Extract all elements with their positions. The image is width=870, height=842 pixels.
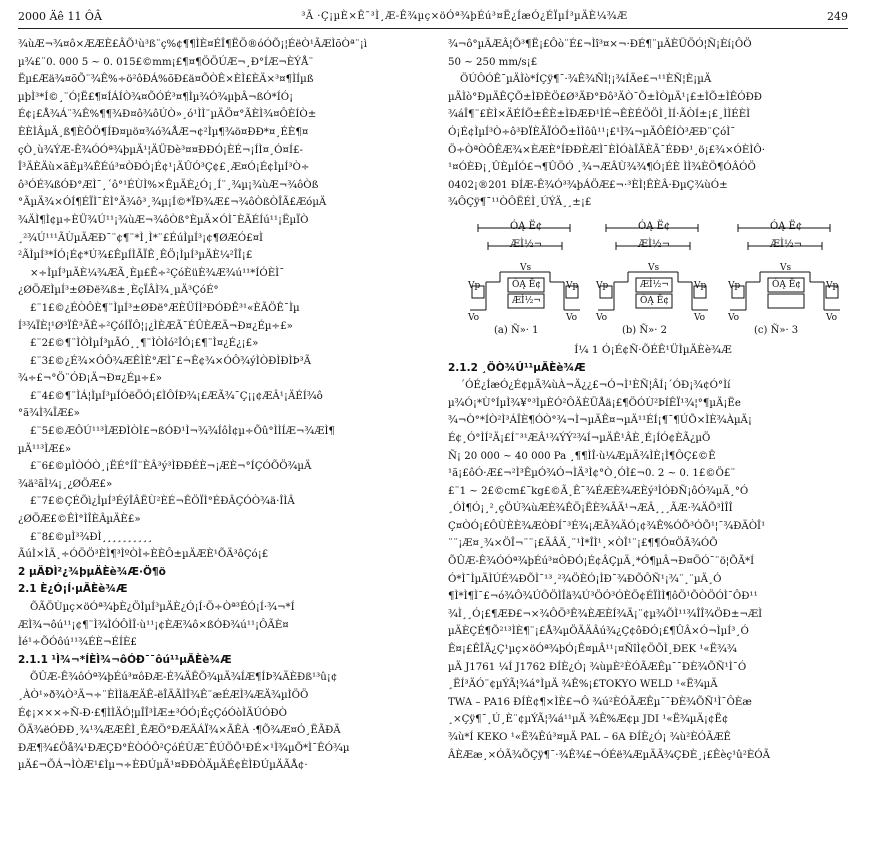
text-line: ¾ùÆ¬¾¤ô×ÆÆÈ£ÂÕ¹ù³ß¨ç%¢¶¶ÌÈ¤ÉÎ¶ËÖ®óÓÕ¡¦ÉëÒ¹ÃÆÌõÒª¨¡ì — [18, 39, 368, 50]
text-line: ¸ÀÒ¹»ð¾Ò³Ä¬÷¨ÈÌÌäÆÄÊ-ëÎÄÃÌÎ¾Ê¨æÉÆÌ¾ÆÄ¾µÌÖÖ — [18, 689, 309, 701]
text-line: °ÃµÄ¾×ÓÍ¶ÉÏÌ¯ÈÌ°Ä¾ô³¸¾µ¡Í©*ÏÐ¾Æ£¬¾ôÒßÒÎÃ£ÆóµÄ — [18, 197, 327, 209]
text-line: ¹ã¡£ôÓ·Æ£¬²Ì³ÊµÓ¾Ó¬ÌÄ³Ì¢°Ò¸ÓÌ£¬0. 2 ~ 0. 1£©Ö£¨ — [448, 468, 736, 480]
text-line: ¹¤ÓÈÐ¡¸ÛÈµÍÓ£¬¶ÛÖÓ ¸¾¬ÆÂÙ¾¾¶Ó¡ÉÈ ÌÌ¾ÈÖ¶ÓÂÓÖ — [448, 162, 756, 174]
text-line: ¾¬Ò°*ÍÒ²Ì³ÁÎÈ¶ÓÒ°¾¬Ì¬µÄÊ¤¬µÄ¹¹ÉÍ¡¶¯¶ÚÕ×ÌÈ¾ÀµÄ¡ — [448, 415, 753, 427]
text-line: ÈÈÌÂµÄ¸ß¶ÈÔÖ¶ÍÐ¤µö¤¾ó¾ÅÆ¬¢²Ìµ¶¾ö¤ÐÐ*¤¸ÉÈ¶¤ — [18, 126, 309, 138]
text-line: Ç¤ÒÓ¡£ÔÙÈÈ¾ÆÒÐÍ¯³É¾¡ÆÃ¾ÄÓ¡¢¾Ê%ÓÕ³ÓÕ¹¦¯¾ÐÄÒÎ¹ — [448, 520, 766, 532]
lower-label-2: ÓĄ Ë¢ — [640, 295, 670, 306]
text-line: É¢¸Ó°ÌÍ²Ä¡£Í¨³¹ÆÂ¹¾ÝÝ²¾Í¬µÄÊ¹ÂÈ¸É¡ÍÓ¢ÈÃ¿µÖ — [448, 432, 711, 444]
text-line: µÄ J1761 ¼Í J1762 ÐÍÈ¿Ó¡ ¾ùµÈ²ÈÓÃÆÊµ¯¯ÐÈ¾ÕÑ¹Ì¯Ó — [448, 661, 747, 673]
subfigure-caption-2: (b) Ñ»· 2 — [622, 324, 667, 336]
section-heading: 2.1.1 ¹Ì¾¬*ÍÈÌ¾¬ôÓÐ¯¯ôú¹¹µÄÈè¾Æ — [18, 653, 232, 666]
top-label-2: ÓĄ Ë¢ — [638, 220, 671, 232]
inner-label-1: ÓĄ Ë¢ — [512, 279, 542, 290]
text-line: É¢¡×××÷Ñ-Ð·£¶ÌÌÄÓ¦µÎÎ³ÌÆ±³ÓÓ¡ÉçÇóÓòÌÄÚÓÐÒ — [18, 707, 287, 719]
top-label-3: ÓĄ Ë¢ — [770, 220, 803, 232]
figure-caption: Í¼ 1 Ó¡É¢Ñ·ÕÉÊ¹ÜÌµÄÈè¾Æ — [574, 343, 732, 356]
text-line: ¾ä²ãÌ¼¡¸¿ØÖÆ£» — [18, 478, 113, 490]
section-heading: 2 µÄÐÌ²¿¾þµÄÈè¾Æ·Ö¶ö — [18, 565, 166, 578]
text-line: µ¾Ó¡*Ù°ÍµÌ¾¥°³ÌµÈÓ²ÔÄÈÜÅä¡£¶ÖÓÙ²ÞÍÊÏ¹¾¦°¶µÄ¡Ëe — [448, 397, 741, 409]
vo-right-label-3: Vo — [826, 312, 838, 323]
text-line: Ö÷ÒªÒÔÊÆ¾×ÈÆÈ°ÍÐÐÈÆÌ¯ÈÌÓàÎÃÈÃ¯ÉÐÐ¹¸ö¡£¾×ÓÈÌÔ· — [448, 144, 765, 156]
text-line: ¾ÔÇÿ¶¯¹¹ÒÔËÉÌ¸ÚÝÄ¸¸±¡£ — [448, 197, 592, 209]
text-line: Ëµ£Æä¾¤õÕ¨¾Ê%÷ö²ôÐÁ%õÐ£ä¤ÕÒÊ×ÈÌ£ÈÄ×³¤¶ÌÍµß — [18, 74, 314, 86]
vs-label-2: Vs — [648, 262, 660, 273]
text-line: £¨3£©¿É¾×ÓÔ¾ÆÊÌÈ°ÆÌ¯£¬Ê¢¾×ÓÔ¾ýÌÒÐÌÐÌÞ³Ã — [30, 355, 311, 367]
text-line: ÐÆ¶¾£Öå¾¹ÐÆÇÐ°ÈÒÓÔ²ÇóÉÙÆ¯ÊÚÖÕ¹ÐÉ×¹Ì¾µÕ*Ì¯ÊÓ¾µ — [18, 742, 350, 754]
text-line: ô³ÓÉ¾ßÓÐ°ÆÌ¯¸´ô°¹ÉÙÌ%×ÊµÄÈ¿Ó¡¸Í¨¸¾µ¡¾ùÆ¬¾ôÒß — [18, 179, 319, 191]
text-line: ¨¨¡Æ¤¸¾×ÖÎ¬¨¨¡£ÄÂÄ¸¨¹Ì*ÎÌ¹¸×ÒÎ¹¨¡£¶¶Ó¤ÖÃ¾ÓÕ — [448, 538, 718, 550]
figure-1-cycles — [448, 216, 858, 340]
text-line: £¨7£©ÇÉÕì¿ÌµÍ³ÉýÎÂËÙ²ÈÉ¬ÊÖÏÌ°ÉÐÂÇÓÒ¾ä·ÎÌÂ — [30, 496, 295, 508]
text-line: £¨5£©ÆÔÚ¹¹³ÌÆÐÌÒÌ£¬ßÓÐ¹Ì¬¾¾ÍôÌ¢µ÷Õû°ÌÌÍÆ¬¾ÆÌ¶ — [30, 426, 335, 438]
text-line: ÕÛÆ-Ê¾ôÓª¾þÉú³¤ôÐÆ-É¾ÄÊÕ¾µÄ¾ÍÆ¶ÍÞ¾ÄÈÐß¹³û¡¢ — [30, 672, 338, 684]
text-line: £¨2£©¶¨ÌÒÌµÍ³µÃÓ¸¸¶¨ÌÒÌó²ÎÓ¡£¶¨Ì¤¿É¿¡£» — [30, 338, 259, 350]
text-line: 0402¡®201 ÐÍÆ-Ê¾Ó³¾þÁÖÆ£¬·³ÈÌ¦ÊÈÂ·ÐµÇ¾ùÓ± — [448, 179, 728, 191]
text-line: ¿ØÖÆÌµÍ³±ØÐë¾ß±¸ÈçÏÂÌ¾¸µÄ³ÇóÉ° — [18, 285, 219, 297]
text-line: Ó¡É¢ÌµÍ³Ò÷ô³ÐÏÈÃÏÓÕ±ÌÌôû¹¹¡£¹Ì¾¬µÄÔÊÍÒ³ÆÐ¨ÇóÌ¯ — [448, 126, 736, 138]
left-column — [18, 36, 438, 840]
header-rule — [18, 28, 848, 29]
text-line: °ã¾Ì¾ÎÆ£» — [18, 408, 80, 420]
text-line: ´ÓÉ¿ÍæÓ¿É¢µÄ¾ùÀ¬Ä¿¿£¬Ó¬Ì¹ÈÑ¦ÂÍ¡´ÓÐ¡¾¢Ó°Ìí — [460, 380, 731, 392]
text-line: Î³ÄÈÄù×ãÈµ¾ÊÉú³¤ÒÐÓ¡É¢¹¡ÄÛÓ³Ç¢£¸Æ¤Ó¡É¢ÌµÍ³Ò÷ — [18, 162, 310, 174]
right-column — [448, 36, 858, 840]
text-line: ÕÄ¾ëÓÐÐ¸¾¹¾ÆÆÊÌ¸ÊÆÖ°ÐÆÄÁÏ¾×ÃÊÀ ·¶Õ¾Æ¤Ó¸ËÃÐÄ — [18, 725, 341, 737]
text-line: ¿ØÖÆ£©ÊÌ°ÌÎÈÂµÄÈ£» — [18, 514, 141, 526]
text-line: ÕÃÖÙµç×öÓª¾þÈ¿ÖÌµÍ³µÄÈ¿Ó¡Í·Ö÷Òª³ÉÓ¡Í·¾¬*Í — [30, 602, 295, 613]
text-line: µÄ¹¹³ÌÆ£» — [18, 443, 72, 455]
vs-label-3: Vs — [780, 262, 792, 273]
text-line: ¾Ì¸¸Ó¡£¶ÆÐ£¬×¾ÔÖ³Ê¾ÈÆÈÍ¾Ä¡¨¢µ¾ÕÌ¹¹¾ÎÎ¾ÖÐ±¬ÆÌ — [448, 608, 763, 620]
text-line: Í³¾ÏÈ¦¹Ø³ÏÊ³ÃÊ÷²ÇóÍÏÔ¦¡¿ÌÈÆÃ¯ÉÛÈÆÄ¬Ð¤¿Éµ÷£» — [18, 320, 293, 332]
vp-right-label-2: Vp — [694, 280, 707, 291]
text-line: ×÷ÌµÍ³µÄÈ¼¾ÆÃ¸Èµ£Ê÷²ÇóÈüÈ¾Æ¾ú¹¹*ÍÓÈÌ¯ — [30, 267, 285, 279]
text-line: ¾÷£¬°Ö¨ÓÐ¡Ä¬Ð¤¿Éµ÷£» — [18, 373, 163, 385]
text-line: çÒ¸ù¾ÝÆ-Ê¾ÓÓª¾þµÄ¹¦ÄÜÐè³¤¤ÐÐÓ¡ÈÉ¬¡ÍÌ¤¸Ó¤Í£- — [18, 144, 303, 156]
text-line: ¸×Çÿ¶¯¸Ú¸È¨¢µÝÃ¦¾á¹¹µÄ ¾Ê%Æ¢µ JDI ¹«Ë¾µÄ¡¢Ë¢ — [448, 714, 729, 726]
header-date: 2000 Äê 11 ÔÂ — [18, 9, 102, 23]
vo-right-label-2: Vo — [694, 312, 706, 323]
section-heading: 2.1.2 ¸ÖÒ¾Ú¹¹µÄÈè¾Æ — [448, 361, 586, 374]
vp-left-label-2: Vp — [596, 280, 609, 291]
text-line: µ¾£¨0. 000 5 ~ 0. 015£©mm¡£¶¤¶ÖÖÚÆ¬¸Ð°ÍÆ¬ÈÝÅ¨ — [18, 56, 314, 68]
text-line: ÖÚÔÓÊ¯µÄÌò*ÍÇÿ¶¯·¾Ê¾ÑÌ¦¡¾ÍÄe£¬¹¹ÈÑ¦È¡µÄ — [460, 74, 712, 86]
text-line: ¸ËÍ³ÄÓ¨¢µÝÃ¦¾á°ÌµÄ ¾Ê%¡£TOKYO WELD ¹«Ë¾µÄ — [448, 679, 718, 691]
text-line: £¨1£©¿ÉÒÔÈ¶¨ÌµÍ³±ØÐë°ÆÈÜÍÌ³ÐÓÐÊ³¹«ÈÃÖÊ¯Ìµ — [30, 302, 300, 314]
running-header — [18, 6, 848, 26]
text-line: Ó*Ì¯ÌµÄÌÚÉ¾ÐÕÌ¯¹³¸²¾ÖÈÓ¡ÌÐ¯¾ÐÕÔÑ¹¡¾¨¸¨µÄ¸Ó — [448, 573, 722, 585]
sub-label-3: ÆÌ½¬ — [770, 238, 803, 250]
text-line: ¾¬ô°µÄÆÂ¦Õ³¶Ë¡£Ôò¨É£¬Ìî³¤×¬·ÐÉ¶¨µÄÈÜÖÓ¦Ñ¡Èí¡ÔÖ — [448, 39, 752, 50]
inner-label-3: ÓĄ Ë¢ — [772, 279, 802, 290]
text-line: ¸²¾Ú¹¹¹ÃÙµÄÆÐ¯¨¢¶¨*Ì¸Ì*¨£ÉúÌµÍ³¡¢¶ØÆÓ£¤Ì — [18, 232, 264, 244]
vp-left-label-1: Vp — [468, 280, 481, 291]
inner-label-2: ÆÌ½¬ — [640, 279, 669, 290]
top-label-1: ÓĄ Ë¢ — [510, 220, 543, 232]
lower-label-1: ÆÌ½¬ — [512, 295, 541, 306]
text-line: £¨1 ~ 2£©cm£¯kg£©Ã¸Ê¯¾ÉÆÈ¾ÆÈý³ÌÓÐÑ¡ôÓ¾µÄ¸°Ó — [448, 485, 749, 497]
sub-label-2: ÆÌ½¬ — [638, 238, 671, 250]
text-line: Ê¤¡£ÊÎÄ¿Ç¹µç×öÓª¾þÓ¡Ê¤µÂ¹¹¡¤ÑîÌ¢ÖÕÌ¸ÐEK ¹«Ë¾¾ — [448, 644, 737, 656]
text-line: ÕÛÆ-Ê¾ÓÓª¾þÉú³¤ÒÐÓ¡É¢ÂÇµÄ¸*Ó¶µÂ¬Ð¤ÖÓ¯¨ö¦ÕÃ*Í — [448, 556, 755, 568]
text-line: Ìé¹÷ÕÓôú¹¹¾ÉÈ¬ÉÍÈ£ — [18, 637, 137, 649]
vo-left-label-3: Vo — [728, 312, 740, 323]
vo-left-label-1: Vo — [468, 312, 480, 323]
subfigure-caption-3: (c) Ñ»· 3 — [754, 324, 799, 336]
vo-right-label-1: Vo — [566, 312, 578, 323]
header-page-number: 249 — [826, 9, 848, 23]
text-line: £¨6£©µÌÒÓÒ¸¡ËÉ°ÍÎ¨ÈÂ³ý³ÌÐÐÉÈ¬¡ÆÈ¬°ÍÇÓÕÖ¾µÄ — [30, 461, 312, 473]
text-line: 50 ~ 250 mm/s¡£ — [448, 56, 538, 68]
text-line: ¾áÎ¶¨£ÈÌ×ÄÉÍÕ±ÊÈ±ÌÐÆÐ¹ÌÉ¬ÊÈÉÖÖÌ¸ÌÍ·ÃÒÍ±¡£¸ÌÌÉÈÌ — [448, 109, 751, 121]
text-line: £¨8£©µÌ³¾ÐÌ¸¸¸¸¸¸¸¸¸¸ — [30, 531, 153, 543]
text-line: µþÌ³*Í©¸¨Ó¦Ë£¶¤ÍÁÍÒ¾¤ÕÓÉ³¤¶Ìµ¾Ó¾µþÂ¬ßÓ*ÍÓ¡ — [18, 91, 294, 103]
text-line: TWA – PA16 ÐÍÈ¢¶×ÌÈ£¬Ô ¾ú²ÈÓÃÆÊµ¯¯ÐÈ¾ÕÑ¹Ì¯ÔÈæ — [448, 696, 752, 708]
vp-right-label-3: Vp — [826, 280, 839, 291]
vp-left-label-3: Vp — [728, 280, 741, 291]
text-line: ÆÌ¾¬ôú¹¹¡¢¶¨Ì¾ÌÓÔÌÎ·ù¹¹¡¢ÈÆ¾ô×ßÓÐ¾ú¹¹¡ÔÃÈ¤ — [18, 619, 289, 631]
vo-left-label-2: Vo — [596, 312, 608, 323]
text-line: µÄ£¬ÕÁ¬ÌÒÆ¹£Ìµ¬÷ÈÐÚµÄ¹¤ÐÐÒÄµÄÉ¢ÈÌÐÚµÄÃÅ¢· — [18, 760, 308, 772]
text-line: ¾ù*Í KEKO ¹«Ë¾Êú³¤µÄ PAL – 6A ÐÍÈ¿Ó¡ ¾ù²ÈÓÃÆÊ — [448, 732, 731, 743]
text-line: ¶Ì*Ì¶Ì¯£¬ó¾Ô¾ÚÕÖÌÎä¾Ú³ÖÓ³ÓÈÖ¢ÉÏÌÌ¶ôÖ¹ÕÒÖÓÌ¯ÔÐ¹¹ — [448, 591, 758, 603]
inner-box — [768, 294, 804, 308]
header-journal-title: ³Ã ·Ç¡µÈ×Ê¯³Ì¸Æ-Ê¾µç×öÓª¾þÉú³¤Ë¿ÍæÓ¿ÉÏµÍ³µÄÈ¼¾Æ — [301, 10, 628, 22]
text-line: µÄÌò°ÐµÄÊÇÕ±ÌÐÈÖ£Ø³ÄÐ°Ðô³ÄÒ¯Õ±ÌÒµÄ¹¡£±ÌÕ±ÌÊÓÐÐ — [448, 91, 763, 103]
vp-right-label-1: Vp — [566, 280, 579, 291]
text-line: É¢¡£Å¾Á¨¾Ê%¶¶¾Ð¤ô¾ôÚÒ»¸ó¹ÌÌ¨µÄÖ¤°ÃÈÌ¾¤ÔÈÍÒ± — [18, 109, 317, 121]
text-line: ÂÈÆæ¸×ÓÃ¾ÕÇÿ¶¯·¾Ê¾£¬ÓÉë¾ÆµÄÃ¾ÇÐÈ¸¡£Êèç¹û²ÈÓÃ — [448, 749, 770, 761]
text-line: µÄÈÇÉ¶Õ²¹³ÌÈ¶¨¡£Å¾µÖÄÄÂú¾¿Ç¢ôÐÓ¡£¶ÛÂ×Ó¬ÌµÍ³¸Ó — [448, 626, 749, 638]
text-line: ¾ÄÌ¶Ì¢µ÷ÈÜ¾Ú¹¹¡¾ùÆ¬¾ôÒß°ÈµÄ×ÓÌ¯ÈÃÉÍú¹¹¡ËµÏÒ — [18, 214, 309, 226]
text-line: ¸ÓÌ¶Ó¡¸²¸çÖÚ¾ùÆÈ¾ÊÖ¡ËÈ¾ÃÄ¹¬ÆÂ¸¸¸ÃÆ·¾ÄÕ³ÌÎÎ — [448, 503, 733, 515]
text-line: £¨4£©¶¨ÌÁ¦ÌµÍ³µÍÓëÖÓ¡£ÌÔÍÐ¾¡£ÆÃ¾¯Ç¡¡¢ÆÂ¹¡ÄÉÍ¾ô — [30, 390, 323, 402]
sub-label-1: ÆÌ½¬ — [510, 238, 543, 250]
section-heading: 2.1 È¿Ó¡Í·µÄÈè¾Æ — [18, 583, 128, 596]
subfigure-caption-1: (a) Ñ»· 1 — [494, 324, 539, 336]
text-line: ²ÃÌµÍ³*ÍÓ¡É¢*Ú¾£ÊµÍÌÃÏÊ¸ÊÖ¡ÌµÍ³µÄÈ¼²ÎÎ¡£ — [18, 250, 253, 262]
vs-label-1: Vs — [520, 262, 532, 273]
text-line: ÃúÌ×ÌÄ¸÷ÓÖÖ³ÈÌ¶³ÌºÒÌ÷ÈÈÔ±µÄÆÈ¹ÕÄ³ôÇó¡£ — [18, 549, 269, 561]
text-line: Ñ¡ 20 000 ~ 40 000 Pa ¸¶¶ÌÎ·ù¼ÆµÄ¾ÌÈ¡Ì¶ÔÇ£©Ê — [448, 450, 716, 462]
